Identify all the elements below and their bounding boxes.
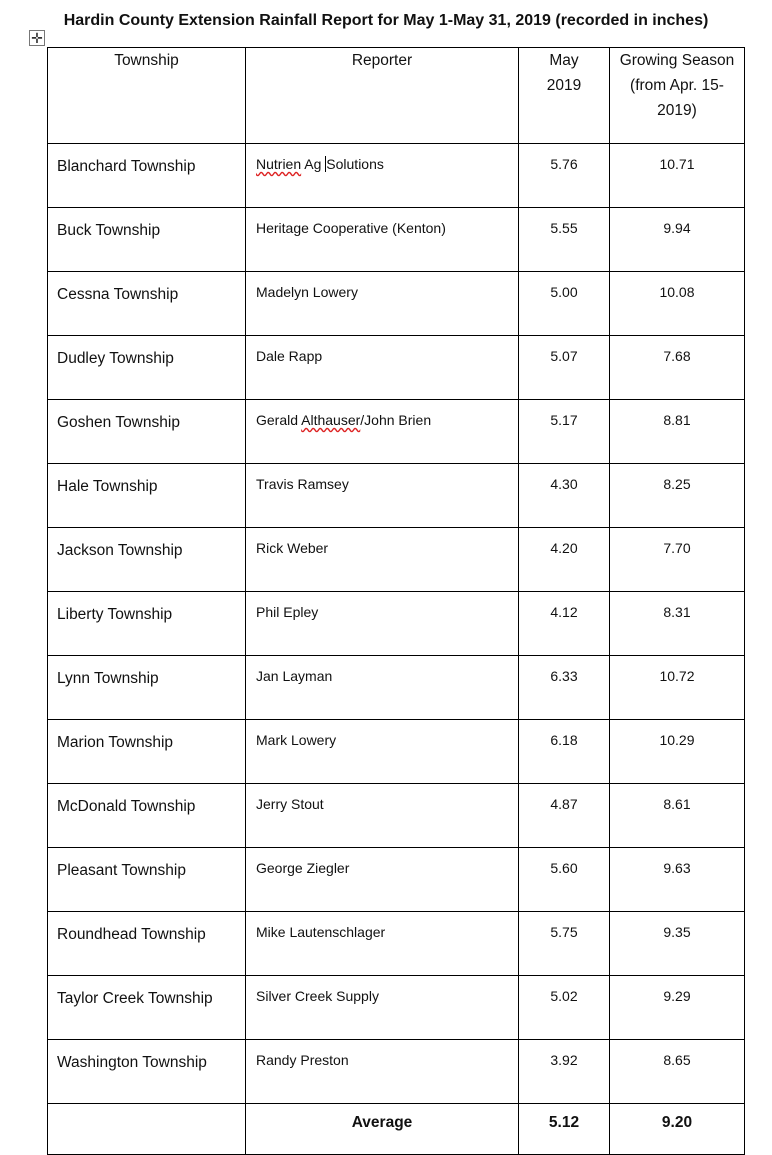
may-cell[interactable]: 6.18 bbox=[519, 720, 610, 784]
table-row bbox=[48, 848, 745, 912]
season-cell[interactable]: 10.71 bbox=[610, 144, 745, 208]
season-cell[interactable]: 10.29 bbox=[610, 720, 745, 784]
average-row bbox=[48, 1104, 745, 1155]
season-cell[interactable]: 7.70 bbox=[610, 528, 745, 592]
may-cell[interactable]: 5.60 bbox=[519, 848, 610, 912]
season-cell[interactable]: 9.63 bbox=[610, 848, 745, 912]
may-cell[interactable]: 4.20 bbox=[519, 528, 610, 592]
township-cell[interactable]: Marion Township bbox=[48, 720, 246, 784]
reporter-cell[interactable]: Gerald Althauser/John Brien bbox=[246, 400, 519, 464]
table-row bbox=[48, 528, 745, 592]
move-cross-icon[interactable]: ✛ bbox=[29, 30, 45, 46]
reporter-cell[interactable]: Nutrien Ag Solutions bbox=[246, 144, 519, 208]
may-cell[interactable]: 5.55 bbox=[519, 208, 610, 272]
rainfall-table bbox=[47, 47, 745, 1155]
table-row bbox=[48, 144, 745, 208]
reporter-cell[interactable]: Jan Layman bbox=[246, 656, 519, 720]
season-cell[interactable]: 8.81 bbox=[610, 400, 745, 464]
table-row bbox=[48, 1040, 745, 1104]
may-cell[interactable]: 5.07 bbox=[519, 336, 610, 400]
reporter-cell[interactable]: George Ziegler bbox=[246, 848, 519, 912]
township-cell[interactable]: Buck Township bbox=[48, 208, 246, 272]
township-cell[interactable]: Liberty Township bbox=[48, 592, 246, 656]
spellcheck-underline: Nutrien bbox=[256, 156, 302, 172]
season-cell[interactable]: 8.61 bbox=[610, 784, 745, 848]
table-row bbox=[48, 208, 745, 272]
may-cell[interactable]: 5.75 bbox=[519, 912, 610, 976]
header-township: Township bbox=[48, 48, 246, 144]
season-cell[interactable]: 8.65 bbox=[610, 1040, 745, 1104]
season-cell[interactable]: 7.68 bbox=[610, 336, 745, 400]
township-cell[interactable]: Hale Township bbox=[48, 464, 246, 528]
season-cell[interactable]: 8.25 bbox=[610, 464, 745, 528]
average-empty-cell[interactable] bbox=[48, 1104, 246, 1155]
township-cell[interactable]: Roundhead Township bbox=[48, 912, 246, 976]
reporter-cell[interactable]: Madelyn Lowery bbox=[246, 272, 519, 336]
reporter-cell[interactable]: Heritage Cooperative (Kenton) bbox=[246, 208, 519, 272]
may-cell[interactable]: 3.92 bbox=[519, 1040, 610, 1104]
may-cell[interactable]: 5.17 bbox=[519, 400, 610, 464]
reporter-cell[interactable]: Phil Epley bbox=[246, 592, 519, 656]
season-cell[interactable]: 9.94 bbox=[610, 208, 745, 272]
table-row bbox=[48, 464, 745, 528]
report-title: Hardin County Extension Rainfall Report for May 1-May 31, 2019 (recorded in inches) bbox=[63, 12, 709, 29]
may-cell[interactable]: 5.02 bbox=[519, 976, 610, 1040]
table-row bbox=[48, 400, 745, 464]
table-row bbox=[48, 272, 745, 336]
township-cell[interactable]: Blanchard Township bbox=[48, 144, 246, 208]
reporter-cell[interactable]: Dale Rapp bbox=[246, 336, 519, 400]
table-row bbox=[48, 976, 745, 1040]
reporter-cell[interactable]: Silver Creek Supply bbox=[246, 976, 519, 1040]
township-cell[interactable]: Washington Township bbox=[48, 1040, 246, 1104]
may-cell[interactable]: 4.87 bbox=[519, 784, 610, 848]
reporter-cell[interactable]: Rick Weber bbox=[246, 528, 519, 592]
may-cell[interactable]: 4.12 bbox=[519, 592, 610, 656]
average-label[interactable]: Average bbox=[246, 1104, 519, 1155]
township-cell[interactable]: Goshen Township bbox=[48, 400, 246, 464]
average-season[interactable]: 9.20 bbox=[610, 1104, 745, 1155]
table-row bbox=[48, 592, 745, 656]
table-row bbox=[48, 784, 745, 848]
average-may[interactable]: 5.12 bbox=[519, 1104, 610, 1155]
township-cell[interactable]: Dudley Township bbox=[48, 336, 246, 400]
reporter-cell[interactable]: Mike Lautenschlager bbox=[246, 912, 519, 976]
reporter-cell[interactable]: Mark Lowery bbox=[246, 720, 519, 784]
table-row bbox=[48, 656, 745, 720]
header-may: May 2019 bbox=[519, 48, 610, 144]
township-cell[interactable]: Cessna Township bbox=[48, 272, 246, 336]
may-cell[interactable]: 5.76 bbox=[519, 144, 610, 208]
township-cell[interactable]: McDonald Township bbox=[48, 784, 246, 848]
season-cell[interactable]: 10.08 bbox=[610, 272, 745, 336]
may-cell[interactable]: 6.33 bbox=[519, 656, 610, 720]
table-row bbox=[48, 720, 745, 784]
season-cell[interactable]: 9.29 bbox=[610, 976, 745, 1040]
spellcheck-underline: Althauser bbox=[301, 412, 361, 428]
table-row bbox=[48, 912, 745, 976]
township-cell[interactable]: Jackson Township bbox=[48, 528, 246, 592]
may-cell[interactable]: 4.30 bbox=[519, 464, 610, 528]
header-row bbox=[48, 48, 745, 144]
header-growing-season: Growing Season (from Apr. 15- 2019) bbox=[610, 48, 745, 144]
township-cell[interactable]: Taylor Creek Township bbox=[48, 976, 246, 1040]
header-reporter: Reporter bbox=[246, 48, 519, 144]
season-cell[interactable]: 9.35 bbox=[610, 912, 745, 976]
season-cell[interactable]: 8.31 bbox=[610, 592, 745, 656]
reporter-cell[interactable]: Randy Preston bbox=[246, 1040, 519, 1104]
season-cell[interactable]: 10.72 bbox=[610, 656, 745, 720]
township-cell[interactable]: Lynn Township bbox=[48, 656, 246, 720]
township-cell[interactable]: Pleasant Township bbox=[48, 848, 246, 912]
may-cell[interactable]: 5.00 bbox=[519, 272, 610, 336]
reporter-cell[interactable]: Jerry Stout bbox=[246, 784, 519, 848]
reporter-cell[interactable]: Travis Ramsey bbox=[246, 464, 519, 528]
table-row bbox=[48, 336, 745, 400]
